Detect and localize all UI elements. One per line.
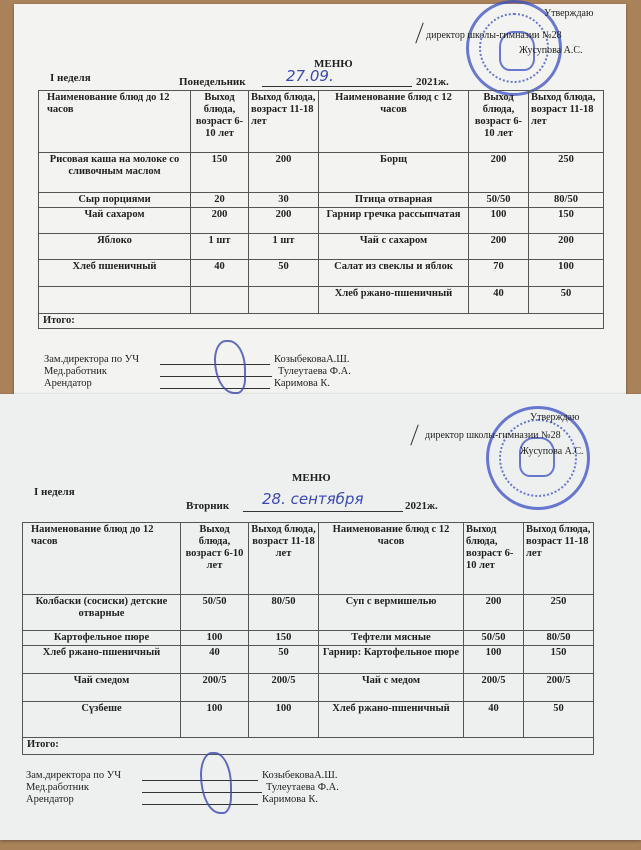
menu-sheet-monday — [14, 4, 626, 394]
dish-name-cell: Яблоко — [39, 234, 191, 260]
signatures — [26, 770, 339, 806]
table-row — [39, 153, 604, 193]
dish-name-cell: Чай с сахаром — [319, 234, 469, 260]
approval-mark — [410, 424, 418, 445]
dish-name-cell: Птица отварная — [319, 193, 469, 208]
portion-cell: 200 — [469, 234, 529, 260]
header-cell: Наименование блюд с 12 часов — [319, 91, 469, 153]
table-row — [39, 234, 604, 260]
week-label: I неделя — [34, 486, 75, 498]
signature-name: Каримова К. — [262, 794, 319, 805]
signature-row — [26, 782, 339, 794]
signature-name: Каримова К. — [274, 378, 331, 389]
portion-cell: 50/50 — [181, 595, 249, 631]
portion-cell: 100 — [464, 646, 524, 674]
handwritten-date: 27.09. — [286, 67, 334, 85]
signature-row — [26, 770, 338, 782]
signature-name: Тулеутаева Ф.А. — [278, 366, 351, 377]
portion-cell: 50/50 — [464, 631, 524, 646]
portion-cell: 150 — [529, 208, 604, 234]
dish-name-cell: Сүзбеше — [23, 702, 181, 738]
table-row — [23, 631, 594, 646]
dish-name-cell: Суп с вермишелью — [319, 595, 464, 631]
portion-cell: 40 — [464, 702, 524, 738]
portion-cell: 80/50 — [249, 595, 319, 631]
table-row — [39, 193, 604, 208]
table-row — [23, 702, 594, 738]
signature-name: КозыбековаА.Ш. — [274, 354, 350, 365]
header-cell: Наименование блюд до 12 часов — [39, 91, 191, 153]
dish-name-cell: Салат из свеклы и яблок — [319, 260, 469, 287]
header-cell: Наименование блюд с 12 часов — [319, 523, 464, 595]
dish-name-cell: Чай с медом — [319, 674, 464, 702]
portion-cell: 200/5 — [181, 674, 249, 702]
portion-cell: 200 — [249, 153, 319, 193]
signature-row — [44, 378, 331, 390]
header-cell: Выход блюда, возраст 11-18 лет — [524, 523, 594, 595]
menu-sheet-tuesday — [0, 394, 641, 840]
approval-name: Жусупова А.С. — [519, 45, 583, 56]
signature-role: Зам.директора по УЧ — [44, 354, 140, 365]
portion-cell: 200/5 — [464, 674, 524, 702]
portion-cell: 40 — [191, 260, 249, 287]
approval-mark — [415, 22, 423, 43]
approval-name: Жусупова А.С. — [520, 446, 584, 457]
total-label: Итого: — [39, 314, 604, 329]
header-cell: Выход блюда, возраст 6-10 лет — [191, 91, 249, 153]
signature-name: КозыбековаА.Ш. — [262, 770, 338, 781]
handwritten-date: 28. сентября — [262, 490, 364, 508]
table-header — [39, 91, 604, 153]
portion-cell: 50 — [249, 646, 319, 674]
portion-cell: 1 шт — [191, 234, 249, 260]
signature-role: Арендатор — [44, 378, 92, 389]
portion-cell: 100 — [181, 631, 249, 646]
portion-cell: 40 — [181, 646, 249, 674]
portion-cell: 50 — [249, 260, 319, 287]
signature-role: Мед.работник — [44, 366, 107, 377]
portion-cell: 150 — [524, 646, 594, 674]
dish-name-cell: Хлеб ржано-пшеничный — [319, 287, 469, 314]
dish-name-cell: Борщ — [319, 153, 469, 193]
signature-name: Тулеутаева Ф.А. — [266, 782, 339, 793]
table-row — [23, 595, 594, 631]
table-row — [23, 646, 594, 674]
table-row — [23, 674, 594, 702]
day-label: Понедельник — [179, 76, 246, 88]
signature-role: Мед.работник — [26, 782, 89, 793]
header-cell: Наименование блюд до 12 часов — [23, 523, 181, 595]
portion-cell: 1 шт — [249, 234, 319, 260]
dish-name-cell: Сыр порциями — [39, 193, 191, 208]
dish-name-cell: Рисовая каша на молоке со сливочным маслом — [39, 153, 191, 193]
date-line — [262, 74, 412, 87]
dish-name-cell: Тефтели мясные — [319, 631, 464, 646]
header-cell: Выход блюда, возраст 11-18 лет — [249, 91, 319, 153]
dish-name-cell: Хлеб ржано-пшеничный — [319, 702, 464, 738]
menu-table — [38, 90, 604, 329]
portion-cell: 100 — [529, 260, 604, 287]
portion-cell: 50 — [524, 702, 594, 738]
portion-cell: 50 — [529, 287, 604, 314]
portion-cell — [191, 287, 249, 314]
year-label: 2021ж. — [405, 500, 438, 512]
portion-cell: 80/50 — [524, 631, 594, 646]
approval-position: директор школы-гимназии №28 — [425, 430, 561, 441]
portion-cell: 250 — [524, 595, 594, 631]
portion-cell — [249, 287, 319, 314]
portion-cell: 40 — [469, 287, 529, 314]
table-row — [39, 208, 604, 234]
header-cell: Выход блюда, возраст 6-10 лет — [464, 523, 524, 595]
portion-cell: 200 — [529, 234, 604, 260]
dish-name-cell: Хлеб пшеничный — [39, 260, 191, 287]
day-label: Вторник — [186, 500, 230, 512]
menu-table — [22, 522, 594, 755]
table-row — [39, 260, 604, 287]
portion-cell: 100 — [181, 702, 249, 738]
approval-label: Утверждаю — [544, 8, 594, 19]
portion-cell: 200 — [464, 595, 524, 631]
signatures — [44, 354, 351, 390]
portion-cell: 70 — [469, 260, 529, 287]
portion-cell: 200/5 — [524, 674, 594, 702]
portion-cell: 200 — [469, 153, 529, 193]
header-cell: Выход блюда, возраст 11-18 лет — [249, 523, 319, 595]
dish-name-cell: Чай смедом — [23, 674, 181, 702]
portion-cell: 20 — [191, 193, 249, 208]
portion-cell: 100 — [469, 208, 529, 234]
dish-name-cell: Колбаски (сосиски) детские отварные — [23, 595, 181, 631]
menu-title: МЕНЮ — [292, 472, 331, 484]
dish-name-cell: Картофельное пюре — [23, 631, 181, 646]
approval-position: директор школы-гимназии №28 — [426, 30, 562, 41]
header-cell: Выход блюда, возраст 11-18 лет — [529, 91, 604, 153]
portion-cell: 250 — [529, 153, 604, 193]
portion-cell: 200 — [191, 208, 249, 234]
signature-row — [44, 354, 350, 366]
signature-role: Арендатор — [26, 794, 74, 805]
portion-cell: 50/50 — [469, 193, 529, 208]
dish-name-cell: Гарнир гречка рассыпчатая — [319, 208, 469, 234]
total-row — [39, 314, 604, 329]
approval-label: Утверждаю — [530, 412, 580, 423]
menu-title: МЕНЮ — [314, 58, 353, 70]
portion-cell: 150 — [249, 631, 319, 646]
week-label: I неделя — [50, 72, 91, 84]
dish-name-cell: Чай сахаром — [39, 208, 191, 234]
dish-name-cell: Гарнир: Картофельное пюре — [319, 646, 464, 674]
header-cell: Выход блюда, возраст 6-10 лет — [469, 91, 529, 153]
total-row — [23, 738, 594, 755]
table-header — [23, 523, 594, 595]
year-label: 2021ж. — [416, 76, 449, 88]
dish-name-cell — [39, 287, 191, 314]
signature-row — [26, 794, 319, 806]
portion-cell: 30 — [249, 193, 319, 208]
portion-cell: 200 — [249, 208, 319, 234]
portion-cell: 100 — [249, 702, 319, 738]
dish-name-cell: Хлеб ржано-пшеничный — [23, 646, 181, 674]
signature-row — [44, 366, 351, 378]
portion-cell: 200/5 — [249, 674, 319, 702]
header-cell: Выход блюда, возраст 6-10 лет — [181, 523, 249, 595]
portion-cell: 80/50 — [529, 193, 604, 208]
portion-cell: 150 — [191, 153, 249, 193]
total-label: Итого: — [23, 738, 594, 755]
table-row — [39, 287, 604, 314]
signature-role: Зам.директора по УЧ — [26, 770, 122, 781]
